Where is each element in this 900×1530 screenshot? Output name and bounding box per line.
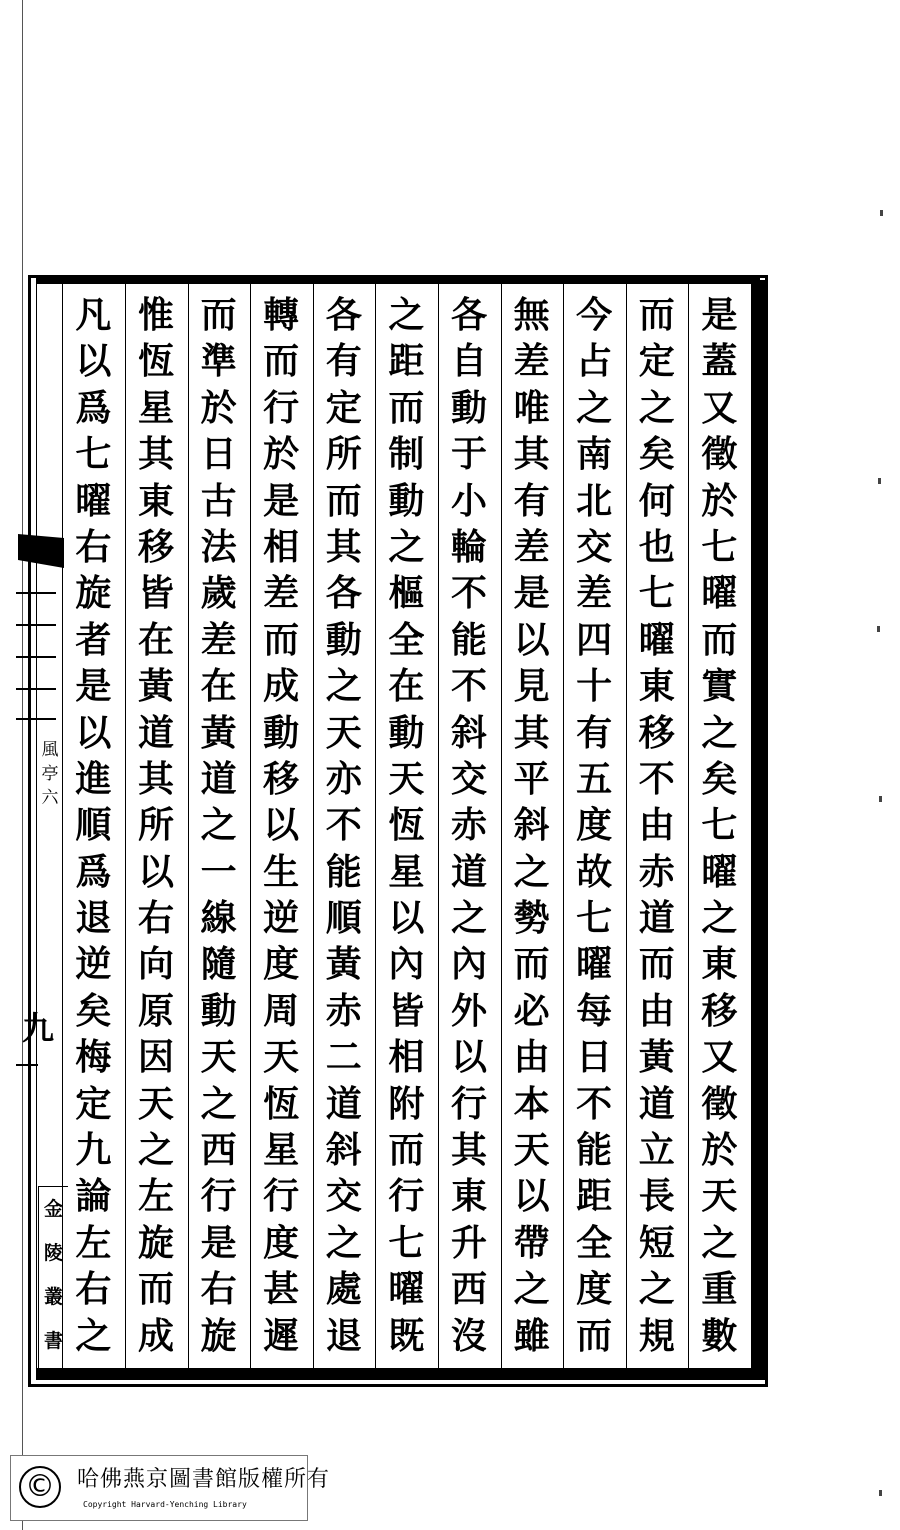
text-char: 平	[513, 757, 550, 800]
text-char: 動	[325, 618, 362, 661]
text-char: 行	[200, 1175, 237, 1218]
text-char: 黃	[137, 665, 174, 708]
text-char: 本	[513, 1082, 550, 1125]
text-char: 皆	[388, 989, 425, 1032]
text-char: 天	[325, 711, 362, 754]
text-char: 東	[137, 479, 174, 522]
text-char: 相	[388, 1036, 425, 1079]
text-char: 升	[450, 1221, 487, 1264]
text-char: 之	[576, 386, 613, 429]
text-char: 而	[263, 340, 300, 383]
text-char: 差	[513, 525, 550, 568]
text-char: 有	[513, 479, 550, 522]
text-char: 處	[325, 1268, 362, 1311]
text-char: 遲	[263, 1314, 300, 1357]
text-char: 恆	[263, 1082, 300, 1125]
text-char: 道	[638, 1082, 675, 1125]
text-char: 九	[75, 1129, 112, 1172]
text-char: 動	[263, 711, 300, 754]
text-char: 以	[137, 850, 174, 893]
text-char: 輪	[450, 525, 487, 568]
text-char: 實	[701, 665, 738, 708]
text-char: 有	[576, 711, 613, 754]
text-char: 順	[75, 804, 112, 847]
text-char: 不	[638, 757, 675, 800]
text-char: 一	[200, 850, 237, 893]
text-char: 赤	[450, 804, 487, 847]
text-char: 不	[450, 572, 487, 615]
text-char: 由	[638, 804, 675, 847]
margin-tick	[16, 688, 56, 690]
text-char: 制	[388, 433, 425, 476]
text-column	[627, 292, 687, 1359]
text-char: 移	[638, 711, 675, 754]
text-char: 古	[200, 479, 237, 522]
text-char: 是	[200, 1221, 237, 1264]
text-char: 南	[576, 433, 613, 476]
scan-speck	[877, 626, 880, 632]
text-char: 之	[137, 1129, 174, 1172]
text-char: 凡	[75, 294, 112, 336]
text-char: 左	[137, 1175, 174, 1218]
margin-tick	[16, 592, 56, 594]
text-column	[502, 292, 562, 1359]
copyright-english: Copyright Harvard-Yenching Library	[83, 1500, 247, 1509]
text-char: 其	[137, 757, 174, 800]
text-char: 而	[701, 618, 738, 661]
text-char: 道	[638, 897, 675, 940]
text-char: 各	[450, 294, 487, 336]
text-char: 所	[137, 804, 174, 847]
text-char: 天	[701, 1175, 738, 1218]
text-char: 度	[576, 804, 613, 847]
scan-speck	[878, 478, 881, 484]
text-char: 星	[263, 1129, 300, 1172]
text-char: 距	[576, 1175, 613, 1218]
text-char: 是	[75, 665, 112, 708]
text-char: 動	[388, 711, 425, 754]
text-char: 道	[137, 711, 174, 754]
text-char: 爲	[75, 850, 112, 893]
text-char: 能	[576, 1129, 613, 1172]
text-char: 矣	[701, 757, 738, 800]
text-char: 法	[200, 525, 237, 568]
text-char: 徵	[701, 1082, 738, 1125]
text-char: 東	[450, 1175, 487, 1218]
text-char: 自	[450, 340, 487, 383]
text-char: 內	[450, 943, 487, 986]
text-char: 矣	[638, 433, 675, 476]
text-char: 全	[576, 1221, 613, 1264]
text-char: 徵	[701, 433, 738, 476]
text-char: 其	[137, 433, 174, 476]
text-char: 勢	[513, 897, 550, 940]
text-char: 能	[325, 850, 362, 893]
text-char: 以	[75, 711, 112, 754]
text-char: 其	[450, 1129, 487, 1172]
text-char: 之	[701, 897, 738, 940]
text-char: 歲	[200, 572, 237, 615]
text-char: 東	[701, 943, 738, 986]
text-char: 原	[137, 989, 174, 1032]
text-char: 二	[325, 1036, 362, 1079]
margin-title-char: 風	[41, 740, 59, 760]
text-char: 動	[200, 989, 237, 1032]
text-char: 恆	[388, 804, 425, 847]
scan-speck	[880, 210, 883, 216]
text-char: 不	[576, 1082, 613, 1125]
scan-speck	[879, 1490, 882, 1496]
text-char: 而	[388, 386, 425, 429]
text-column	[314, 292, 374, 1359]
text-char: 線	[200, 897, 237, 940]
text-char: 差	[513, 340, 550, 383]
text-char: 沒	[450, 1314, 487, 1357]
text-char: 轉	[263, 294, 300, 336]
text-char: 甚	[263, 1268, 300, 1311]
text-char: 必	[513, 989, 550, 1032]
text-char: 于	[450, 433, 487, 476]
text-column	[376, 292, 436, 1359]
text-char: 以	[388, 897, 425, 940]
text-char: 向	[137, 943, 174, 986]
text-char: 是	[513, 572, 550, 615]
text-char: 斜	[450, 711, 487, 754]
press-mark-char: 叢	[43, 1286, 63, 1308]
text-char: 定	[325, 386, 362, 429]
text-char: 爲	[75, 386, 112, 429]
text-char: 黃	[200, 711, 237, 754]
text-char: 十	[576, 665, 613, 708]
text-char: 成	[137, 1314, 174, 1357]
text-char: 斜	[513, 804, 550, 847]
text-char: 右	[75, 525, 112, 568]
text-char: 以	[513, 1175, 550, 1218]
text-char: 差	[576, 572, 613, 615]
text-char: 之	[450, 897, 487, 940]
text-char: 以	[263, 804, 300, 847]
text-char: 動	[450, 386, 487, 429]
text-char: 也	[638, 525, 675, 568]
text-char: 以	[450, 1036, 487, 1079]
text-char: 西	[200, 1129, 237, 1172]
text-char: 之	[200, 804, 237, 847]
text-char: 而	[513, 943, 550, 986]
text-char: 其	[513, 711, 550, 754]
text-char: 四	[576, 618, 613, 661]
page-number: 九	[22, 1009, 55, 1047]
press-mark-char: 陵	[43, 1242, 63, 1264]
copyright-chinese: 哈佛燕京圖書館版權所有	[77, 1467, 331, 1492]
margin-tick	[16, 656, 56, 658]
text-char: 逆	[75, 943, 112, 986]
text-char: 進	[75, 757, 112, 800]
margin-tick	[16, 624, 56, 626]
text-char: 旋	[75, 572, 112, 615]
text-char: 之	[701, 1221, 738, 1264]
text-char: 順	[325, 897, 362, 940]
text-char: 附	[388, 1082, 425, 1125]
text-char: 度	[263, 1221, 300, 1264]
text-char: 矣	[75, 989, 112, 1032]
text-char: 梅	[75, 1036, 112, 1079]
text-char: 之	[638, 1268, 675, 1311]
text-char: 七	[701, 804, 738, 847]
text-char: 交	[576, 525, 613, 568]
text-char: 曜	[576, 943, 613, 986]
text-char: 於	[200, 386, 237, 429]
fold-line	[22, 0, 23, 1530]
text-char: 今	[576, 294, 613, 336]
text-char: 樞	[388, 572, 425, 615]
text-char: 各	[325, 294, 362, 336]
text-char: 每	[576, 989, 613, 1032]
text-char: 無	[513, 294, 550, 336]
text-char: 雖	[513, 1314, 550, 1357]
text-char: 七	[638, 572, 675, 615]
text-char: 之	[701, 711, 738, 754]
copyright-stamp	[10, 1455, 331, 1521]
press-mark-char: 書	[43, 1330, 63, 1352]
text-char: 在	[200, 665, 237, 708]
text-char: 見	[513, 665, 550, 708]
text-column	[126, 292, 186, 1359]
text-char: 曜	[701, 572, 738, 615]
text-char: 是	[263, 479, 300, 522]
right-border-rule	[751, 280, 765, 1380]
text-char: 惟	[137, 294, 174, 336]
text-char: 有	[325, 340, 362, 383]
margin-tick	[16, 1064, 38, 1066]
text-char: 外	[450, 989, 487, 1032]
text-char: 恆	[137, 340, 174, 383]
text-char: 天	[137, 1082, 174, 1125]
margin-title-char: 六	[41, 788, 59, 808]
text-char: 曜	[638, 618, 675, 661]
text-char: 行	[388, 1175, 425, 1218]
text-char: 立	[638, 1129, 675, 1172]
text-char: 之	[513, 1268, 550, 1311]
text-column	[189, 292, 249, 1359]
text-char: 重	[701, 1268, 738, 1311]
text-char: 右	[137, 897, 174, 940]
text-char: 而	[137, 1268, 174, 1311]
text-char: 差	[263, 572, 300, 615]
text-char: 論	[75, 1175, 112, 1218]
bottom-border-rule	[36, 1368, 764, 1380]
text-char: 其	[325, 525, 362, 568]
text-char: 不	[325, 804, 362, 847]
text-char: 七	[701, 525, 738, 568]
text-char: 移	[701, 989, 738, 1032]
text-char: 黃	[638, 1036, 675, 1079]
text-column	[439, 292, 499, 1359]
text-char: 七	[576, 897, 613, 940]
text-char: 日	[200, 433, 237, 476]
text-char: 於	[701, 1129, 738, 1172]
text-char: 由	[638, 989, 675, 1032]
text-char: 差	[200, 618, 237, 661]
text-char: 七	[388, 1221, 425, 1264]
text-char: 五	[576, 757, 613, 800]
text-char: 周	[263, 989, 300, 1032]
text-column	[63, 292, 123, 1359]
text-char: 之	[75, 1314, 112, 1357]
text-char: 行	[263, 386, 300, 429]
text-char: 準	[200, 340, 237, 383]
text-char: 赤	[325, 989, 362, 1032]
text-char: 左	[75, 1221, 112, 1264]
text-char: 西	[450, 1268, 487, 1311]
text-char: 交	[325, 1175, 362, 1218]
text-char: 赤	[638, 850, 675, 893]
text-char: 規	[638, 1314, 675, 1357]
text-char: 退	[325, 1314, 362, 1357]
text-char: 日	[576, 1036, 613, 1079]
margin-title-char: 亭	[41, 764, 59, 784]
text-char: 而	[638, 943, 675, 986]
text-char: 度	[263, 943, 300, 986]
text-char: 是	[701, 294, 738, 336]
text-char: 天	[200, 1036, 237, 1079]
text-char: 帶	[513, 1221, 550, 1264]
text-char: 又	[701, 1036, 738, 1079]
text-char: 定	[75, 1082, 112, 1125]
text-char: 曜	[75, 479, 112, 522]
text-char: 旋	[200, 1314, 237, 1357]
text-char: 因	[137, 1036, 174, 1079]
text-char: 天	[263, 1036, 300, 1079]
text-char: 短	[638, 1221, 675, 1264]
text-char: 而	[388, 1129, 425, 1172]
text-char: 皆	[137, 572, 174, 615]
text-char: 而	[200, 294, 237, 336]
text-char: 全	[388, 618, 425, 661]
text-char: 逆	[263, 897, 300, 940]
margin-title	[38, 738, 62, 810]
text-char: 而	[576, 1314, 613, 1357]
text-char: 移	[137, 525, 174, 568]
text-char: 旋	[137, 1221, 174, 1264]
text-char: 定	[638, 340, 675, 383]
text-char: 長	[638, 1175, 675, 1218]
text-char: 天	[388, 757, 425, 800]
text-char: 以	[75, 340, 112, 383]
text-char: 道	[450, 850, 487, 893]
text-char: 之	[388, 525, 425, 568]
text-char: 各	[325, 572, 362, 615]
text-char: 交	[450, 757, 487, 800]
text-char: 東	[638, 665, 675, 708]
text-char: 而	[638, 294, 675, 336]
text-char: 占	[576, 340, 613, 383]
text-char: 於	[263, 433, 300, 476]
text-char: 而	[325, 479, 362, 522]
text-char: 不	[450, 665, 487, 708]
text-char: 隨	[200, 943, 237, 986]
text-char: 右	[200, 1268, 237, 1311]
text-char: 數	[701, 1314, 738, 1357]
text-char: 生	[263, 850, 300, 893]
text-char: 黃	[325, 943, 362, 986]
text-char: 之	[325, 665, 362, 708]
text-char: 道	[200, 757, 237, 800]
text-char: 行	[263, 1175, 300, 1218]
text-char: 何	[638, 479, 675, 522]
text-char: 之	[388, 294, 425, 336]
fishtail-mark	[18, 532, 64, 572]
text-char: 北	[576, 479, 613, 522]
text-char: 其	[513, 433, 550, 476]
text-char: 動	[388, 479, 425, 522]
copyright-icon: ©	[19, 1466, 61, 1508]
press-mark-char: 金	[43, 1198, 63, 1220]
text-char: 由	[513, 1036, 550, 1079]
text-char: 亦	[325, 757, 362, 800]
text-char: 曜	[388, 1268, 425, 1311]
text-char: 在	[388, 665, 425, 708]
text-char: 星	[388, 850, 425, 893]
text-char: 內	[388, 943, 425, 986]
text-char: 小	[450, 479, 487, 522]
text-char: 於	[701, 479, 738, 522]
text-char: 而	[263, 618, 300, 661]
text-char: 星	[137, 386, 174, 429]
text-char: 右	[75, 1268, 112, 1311]
text-char: 在	[137, 618, 174, 661]
text-char: 唯	[513, 386, 550, 429]
text-char: 蓋	[701, 340, 738, 383]
text-column	[251, 292, 311, 1359]
text-char: 既	[388, 1314, 425, 1357]
text-char: 曜	[701, 850, 738, 893]
text-char: 移	[263, 757, 300, 800]
scan-speck	[879, 796, 882, 802]
text-char: 斜	[325, 1129, 362, 1172]
text-column	[564, 292, 624, 1359]
top-border-rule	[36, 278, 760, 283]
text-char: 故	[576, 850, 613, 893]
text-char: 者	[75, 618, 112, 661]
text-char: 之	[638, 386, 675, 429]
text-char: 度	[576, 1268, 613, 1311]
text-char: 天	[513, 1129, 550, 1172]
margin-tick	[16, 718, 56, 720]
text-column	[689, 292, 749, 1359]
text-char: 之	[325, 1221, 362, 1264]
text-char: 之	[200, 1082, 237, 1125]
text-char: 道	[325, 1082, 362, 1125]
text-char: 能	[450, 618, 487, 661]
text-char: 七	[75, 433, 112, 476]
text-char: 之	[513, 850, 550, 893]
text-char: 成	[263, 665, 300, 708]
text-char: 距	[388, 340, 425, 383]
text-char: 以	[513, 618, 550, 661]
text-char: 所	[325, 433, 362, 476]
text-char: 退	[75, 897, 112, 940]
text-char: 行	[450, 1082, 487, 1125]
text-char: 相	[263, 525, 300, 568]
text-char: 又	[701, 386, 738, 429]
